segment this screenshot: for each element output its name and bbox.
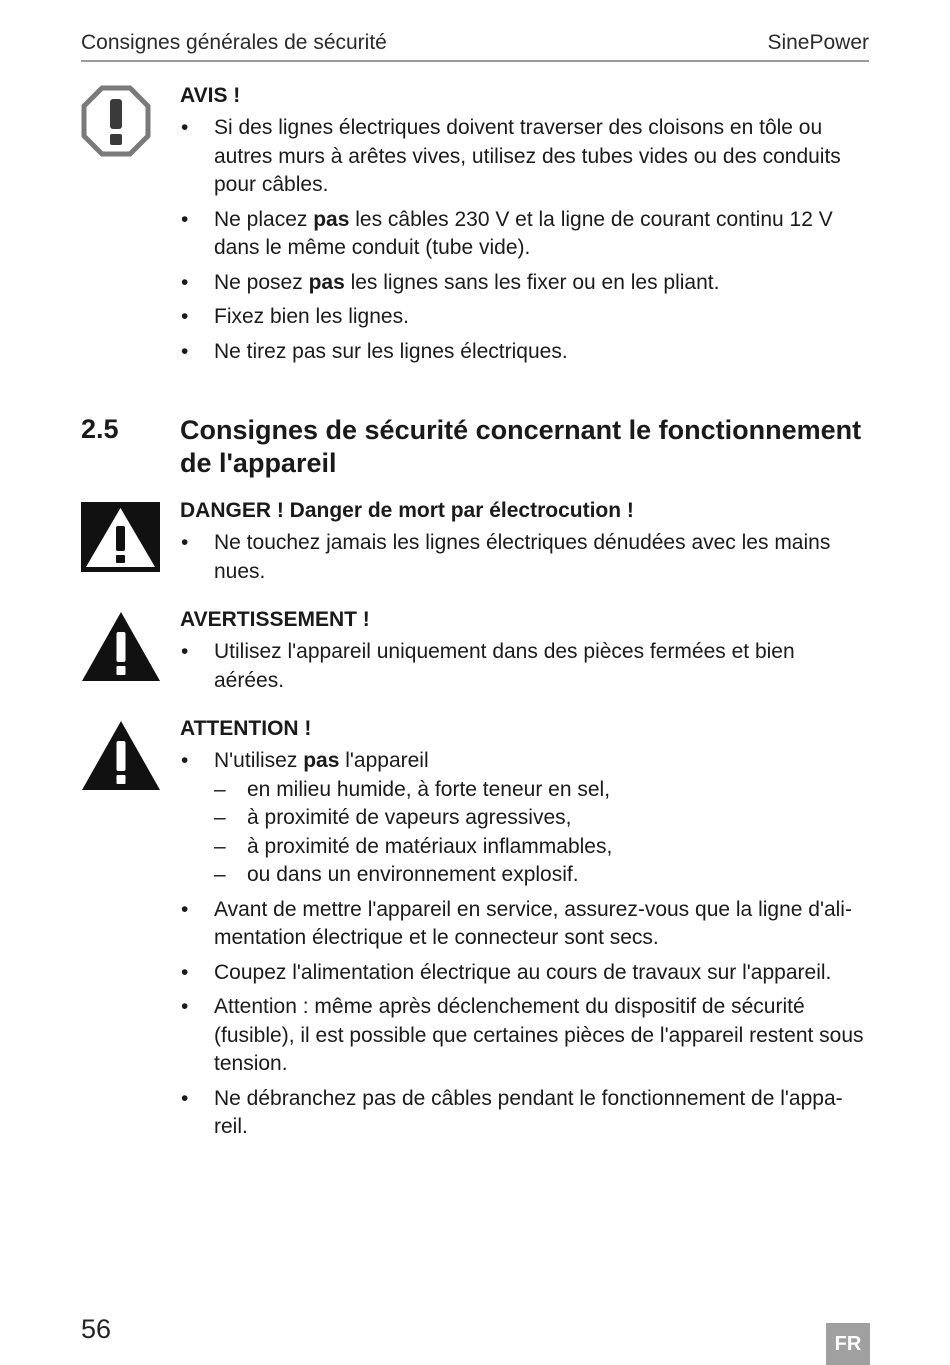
list-item: • Ne tirez pas sur les lignes électriques. [180,338,870,367]
list-item: • Ne posez pas les lignes sans les fixer ou en les pliant. [180,269,870,298]
header-product-name: SinePower [767,31,869,54]
list-item: • Avant de mettre l'appareil en service, assurez-vous que la ligne d'ali-mentation électrique et le connecteur sont secs. [180,896,870,953]
sub-list-item: – à proximité de matériaux inflammables, [214,833,870,862]
danger-electric-icon [81,502,160,572]
list-item: • Ne placez pas les câbles 230 V et la ligne de courant continu 12 V dans le même conduit (tube vide). [180,206,870,263]
list-item: • Coupez l'alimentation électrique au cours de travaux sur l'appareil. [180,959,870,988]
list-item: • Si des lignes électriques doivent traverser des cloisons en tôle ou autres murs à arêtes vives, utilisez des tubes vides ou des conduits pour câbles. [180,114,870,200]
notice-octagon-icon [81,85,151,157]
header-chapter-title: Consignes générales de sécurité [81,31,387,54]
running-header [81,30,869,62]
list-item: • Ne touchez jamais les lignes électriques dénudées avec les mains nues. [180,529,870,586]
sub-list-item: – en milieu humide, à forte teneur en sel, [214,776,870,805]
sub-list-item: – à proximité de vapeurs agressives, [214,804,870,833]
danger-title: DANGER ! Danger de mort par électrocution ! [180,499,634,522]
caution-block [180,715,870,1148]
sub-list-item: – ou dans un environnement explosif. [214,861,870,890]
warning-title: AVERTISSEMENT ! [180,608,370,631]
list-item: • Fixez bien les lignes. [180,303,870,332]
list-item: • Utilisez l'appareil uniquement dans des pièces fermées et bien aérées. [180,638,870,695]
caution-title: ATTENTION ! [180,717,312,740]
language-badge: FR [826,1323,870,1365]
notice-list [180,114,870,366]
notice-title: AVIS ! [180,84,241,107]
page-number: 56 [81,1314,112,1344]
list-item: • Attention : même après déclenchement du dispositif de sécurité (fusible), il est possible que certaines pièces de l'appareil restent sous tension. [180,993,870,1079]
list-item: • N'utilisez pas l'appareil – en milieu humide, à forte teneur en sel, – à proximité de vapeurs agressives, – à proximité de matériaux inflammables, – ou dans un environnement explosif. [180,747,870,890]
sub-list [214,776,870,890]
list-item: • Ne débranchez pas de câbles pendant le fonctionnement de l'appa-reil. [180,1085,870,1142]
section-number: 2.5 [81,414,119,444]
section-title: Consignes de sécurité concernant le fonctionnement de l'appareil [180,415,862,478]
warning-block [180,606,870,701]
danger-block [180,497,870,592]
notice-block [180,82,870,372]
warning-triangle-icon [81,610,161,682]
caution-triangle-icon [81,719,161,791]
